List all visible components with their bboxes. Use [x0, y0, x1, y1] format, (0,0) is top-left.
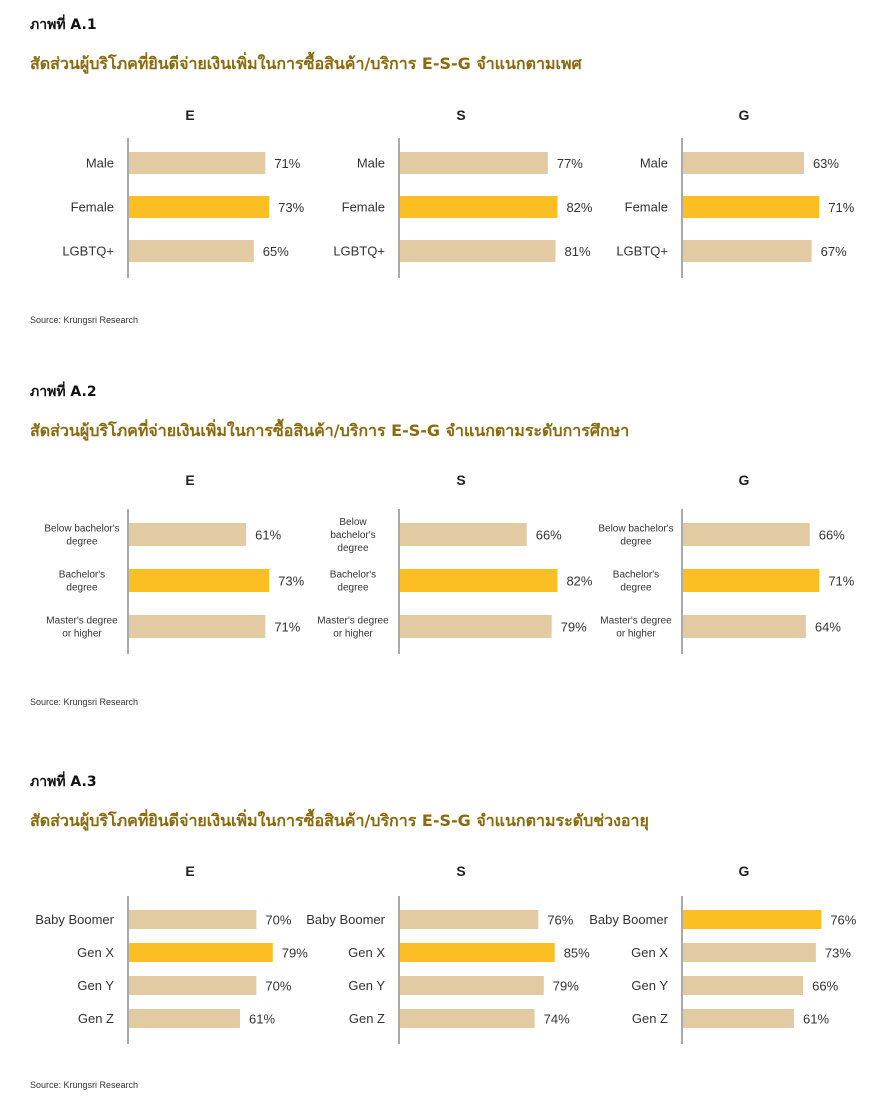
chart-a3-e-category-label: Gen Z: [77, 1011, 114, 1027]
chart-a2-g-value-label: 64%: [814, 619, 841, 635]
chart-a3-e-value-label: 61%: [249, 1011, 276, 1027]
chart-a3-s-category-label: Gen Y: [348, 978, 385, 994]
chart-a3-e-category-label: Gen Y: [77, 978, 114, 994]
chart-a1-g-bar: [683, 240, 812, 262]
chart-a3-e-value-label: 70%: [265, 912, 292, 928]
chart-a1-s-value-label: 77%: [556, 156, 583, 171]
chart-a3-s-title: S: [456, 863, 466, 879]
chart-a3-g-value-label: 66%: [812, 978, 839, 994]
chart-a2-e-category-label: Below bachelor's degree: [44, 523, 120, 548]
chart-a1-g-category-label: Female: [624, 199, 668, 215]
figure-a3-source: Source: Krungsri Research: [30, 1080, 139, 1090]
chart-a3-s-value-label: 76%: [547, 912, 574, 928]
chart-a1-g-category-label: Male: [639, 155, 668, 171]
chart-a1-e-value-label: 71%: [274, 156, 301, 171]
chart-a2-s-title: S: [456, 472, 466, 488]
chart-a2-e-category-label: Bachelor's degree: [58, 569, 106, 594]
chart-a3-e-value-label: 79%: [281, 945, 308, 961]
chart-a1-g: [575, 100, 870, 290]
chart-a3-s-bar: [400, 910, 538, 929]
chart-a1-e-category-label: Female: [70, 199, 114, 215]
figure-a3-title: สัดส่วนผู้บริโภคที่ยินดีจ่ายเงินเพิ่มในการซื้อสินค้า/บริการ E-S-G จำแนกตามระดับช่วงอายุ: [30, 811, 649, 830]
chart-a2-s-bar: [400, 569, 557, 592]
chart-a3-g-value-label: 76%: [830, 912, 857, 928]
chart-a1-e-value-label: 65%: [262, 244, 289, 259]
figure-a3-label: ภาพที่ A.3: [30, 774, 97, 790]
chart-a1-g-category-label: LGBTQ+: [616, 243, 668, 259]
chart-a1-e-category-label: Male: [85, 155, 114, 171]
chart-a3-s-bar: [400, 1009, 535, 1028]
chart-a3-g-bar: [683, 976, 803, 995]
chart-a1-e-category-label: LGBTQ+: [62, 243, 114, 259]
chart-a2-s-category-label: Bachelor's degree: [329, 569, 377, 594]
chart-a1-e-bar: [129, 152, 265, 174]
chart-a1-g-bar: [683, 196, 819, 218]
chart-a1-s-bar: [400, 196, 557, 218]
chart-a3-s-category-label: Baby Boomer: [306, 912, 385, 928]
chart-a3-s-category-label: Gen Z: [348, 1011, 385, 1027]
chart-a3-s-value-label: 74%: [543, 1011, 570, 1027]
chart-a2-e-value-label: 71%: [274, 619, 301, 635]
chart-a3-g-category-label: Baby Boomer: [589, 912, 668, 928]
chart-a2-e-bar: [129, 569, 269, 592]
chart-a1-e-value-label: 73%: [278, 200, 305, 215]
chart-a2-g-category-label: Bachelor's degree: [612, 569, 660, 594]
chart-a3-g-category-label: Gen Y: [631, 978, 668, 994]
chart-a2-s-value-label: 82%: [566, 573, 593, 589]
chart-a3-g-bar: [683, 1009, 794, 1028]
chart-a1-s-value-label: 82%: [566, 200, 593, 215]
chart-a1-s-category-label: LGBTQ+: [333, 243, 385, 259]
chart-a3-e-value-label: 70%: [265, 978, 292, 994]
chart-a3-s-category-label: Gen X: [348, 945, 385, 961]
chart-a1-s-value-label: 81%: [564, 244, 591, 259]
chart-a1-e-bar: [129, 240, 254, 262]
chart-a3-e-bar: [129, 1009, 240, 1028]
chart-a3-e: [0, 860, 308, 1050]
figure-a1-label: ภาพที่ A.1: [30, 17, 97, 33]
chart-a2-e-category-label: Master's degree or higher: [46, 615, 118, 640]
chart-a2-g-category-label: Below bachelor's degree: [598, 523, 674, 548]
chart-a3-e-bar: [129, 943, 273, 962]
chart-a3-s-bar: [400, 976, 544, 995]
chart-a3-g-category-label: Gen Z: [631, 1011, 668, 1027]
chart-a2-g-category-label: Master's degree or higher: [600, 615, 672, 640]
chart-a1-g-value-label: 63%: [812, 156, 839, 171]
chart-a2-e-value-label: 61%: [255, 527, 282, 543]
figure-a1-title: สัดส่วนผู้บริโภคที่ยินดีจ่ายเงินเพิ่มในการซื้อสินค้า/บริการ E-S-G จำแนกตามเพศ: [30, 54, 582, 73]
chart-a3-e-bar: [129, 976, 256, 995]
chart-a1-s-bar: [400, 152, 548, 174]
chart-a3-e-category-label: Baby Boomer: [35, 912, 114, 928]
chart-a2-e-bar: [129, 615, 265, 638]
chart-a2-s: [290, 465, 593, 665]
chart-a1-g-title: G: [738, 107, 750, 123]
chart-a2-s-bar: [400, 523, 527, 546]
chart-a1-e-bar: [129, 196, 269, 218]
chart-a2-s-category-label: Master's degree or higher: [317, 615, 389, 640]
chart-a2-g-value-label: 71%: [828, 573, 855, 589]
chart-a3-g-value-label: 73%: [824, 945, 851, 961]
chart-a2-g-value-label: 66%: [818, 527, 845, 543]
chart-a2-g-bar: [683, 615, 806, 638]
figure-a2-label: ภาพที่ A.2: [30, 384, 97, 400]
chart-a3-s-value-label: 85%: [563, 945, 590, 961]
chart-a1-g-bar: [683, 152, 804, 174]
chart-a3-e-title: E: [185, 863, 195, 879]
chart-a1-g-value-label: 67%: [820, 244, 847, 259]
chart-a3-g-category-label: Gen X: [631, 945, 668, 961]
chart-a3-s: [290, 860, 590, 1050]
figure-a1-source: Source: Krungsri Research: [30, 315, 139, 325]
chart-a1-e: [0, 100, 305, 290]
chart-a2-s-category-label: Below bachelor's degree: [330, 517, 376, 554]
chart-a2-s-bar: [400, 615, 552, 638]
chart-a1-s-title: S: [456, 107, 466, 123]
chart-a1-s-category-label: Female: [341, 199, 385, 215]
chart-a3-g-value-label: 61%: [803, 1011, 830, 1027]
chart-a3-g-bar: [683, 910, 821, 929]
chart-a2-g-bar: [683, 569, 819, 592]
chart-a2-e-value-label: 73%: [278, 573, 305, 589]
chart-a2-g: [575, 465, 870, 665]
chart-a3-g-title: G: [738, 863, 750, 879]
figure-a2-source: Source: Krungsri Research: [30, 697, 139, 707]
chart-a2-s-value-label: 66%: [535, 527, 562, 543]
chart-a3-s-bar: [400, 943, 555, 962]
chart-a2-g-bar: [683, 523, 810, 546]
chart-a3-s-value-label: 79%: [552, 978, 579, 994]
chart-a1-s-category-label: Male: [356, 155, 385, 171]
chart-a2-e-bar: [129, 523, 246, 546]
chart-a2-e-title: E: [185, 472, 195, 488]
chart-a3-e-category-label: Gen X: [77, 945, 114, 961]
chart-a2-e: [0, 465, 305, 665]
chart-a1-s-bar: [400, 240, 556, 262]
chart-a3-e-bar: [129, 910, 256, 929]
figure-a2-title: สัดส่วนผู้บริโภคที่จ่ายเงินเพิ่มในการซื้อสินค้า/บริการ E-S-G จำแนกตามระดับการศึกษา: [30, 421, 630, 440]
chart-a2-g-title: G: [738, 472, 750, 488]
chart-a1-e-title: E: [185, 107, 195, 123]
chart-a3-g-bar: [683, 943, 816, 962]
chart-a1-g-value-label: 71%: [828, 200, 855, 215]
chart-a3-g: [575, 860, 870, 1050]
chart-a1-s: [290, 100, 593, 290]
chart-a2-s-value-label: 79%: [560, 619, 587, 635]
